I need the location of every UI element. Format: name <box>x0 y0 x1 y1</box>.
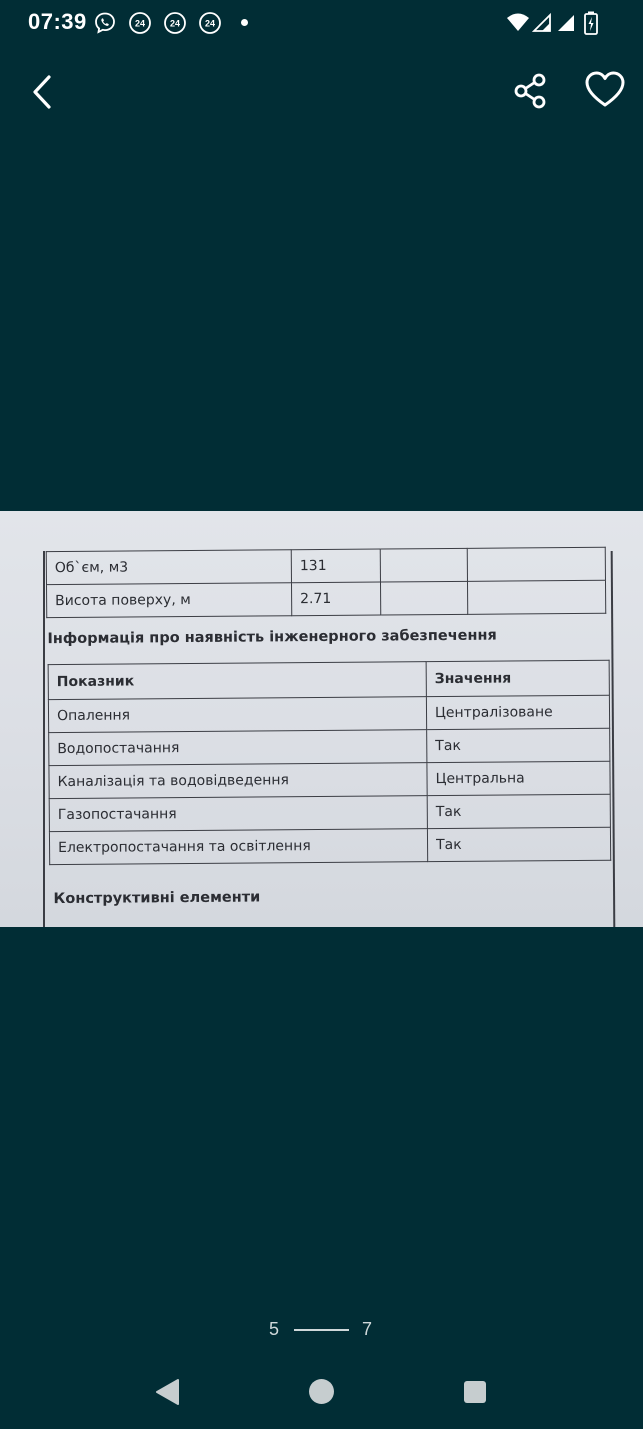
table-cell: Так <box>427 827 610 861</box>
engineering-table <box>48 660 612 865</box>
table-row <box>49 827 610 864</box>
back-button[interactable] <box>26 72 62 112</box>
nav-back-button[interactable] <box>154 1378 180 1406</box>
status-bar <box>0 0 643 48</box>
heart-outline-icon <box>587 73 623 105</box>
section-title-constructive: Конструктивні елементи <box>53 889 261 908</box>
document-content <box>0 511 643 927</box>
pager-divider <box>294 1329 349 1331</box>
table-cell: Централізоване <box>426 695 609 729</box>
table-cell: Об`єм, м3 <box>46 550 291 585</box>
table-cell: Центральна <box>427 761 610 795</box>
document-photo[interactable] <box>0 511 643 927</box>
table-row <box>46 547 605 584</box>
table-cell: Водопостачання <box>49 730 427 766</box>
table-row <box>49 794 610 831</box>
table-cell: Газопостачання <box>49 796 427 832</box>
svg-text:24: 24 <box>204 18 216 29</box>
page-indicator <box>0 1318 643 1342</box>
24-channel-icon <box>163 11 187 35</box>
signal-icon <box>556 11 576 33</box>
table-cell <box>467 547 605 581</box>
nav-recents-button[interactable] <box>464 1381 486 1403</box>
table-cell: 131 <box>291 549 380 583</box>
24-channel-icon <box>128 11 152 35</box>
status-time: 07:39 <box>28 9 87 34</box>
table-cell <box>380 581 467 615</box>
wifi-icon <box>506 11 530 33</box>
more-notifications-dot <box>241 19 248 26</box>
table-header: Показник <box>48 662 426 700</box>
share-button[interactable] <box>510 71 550 111</box>
table-cell <box>380 548 467 582</box>
table-row <box>46 580 605 617</box>
favorite-button[interactable] <box>584 70 626 110</box>
battery-icon <box>584 11 598 35</box>
svg-text:24: 24 <box>169 18 181 29</box>
table-cell <box>467 580 605 614</box>
24-channel-icon <box>198 11 222 35</box>
table-header-row <box>48 660 609 699</box>
dimensions-table <box>46 547 607 618</box>
table-cell: Каналізація та водовідведення <box>49 763 427 799</box>
table-row <box>49 761 610 798</box>
table-cell: Електропостачання та освітлення <box>49 829 427 865</box>
signal-icon <box>532 11 552 33</box>
table-row <box>49 728 610 765</box>
table-header: Значення <box>426 660 609 696</box>
table-cell: Висота поверху, м <box>46 583 291 618</box>
total-pages: 7 <box>362 1319 373 1339</box>
table-cell: Опалення <box>48 697 426 733</box>
nav-home-button[interactable] <box>309 1379 334 1404</box>
table-cell: 2.71 <box>291 582 380 616</box>
table-cell: Так <box>427 794 610 828</box>
viber-icon <box>93 11 117 35</box>
current-page: 5 <box>269 1319 280 1339</box>
table-row <box>48 695 609 732</box>
share-icon <box>516 75 544 107</box>
section-title-engineering: Інформація про наявність інженерного забезпечення <box>47 627 497 648</box>
svg-text:24: 24 <box>134 18 146 29</box>
table-cell: Так <box>427 728 610 762</box>
